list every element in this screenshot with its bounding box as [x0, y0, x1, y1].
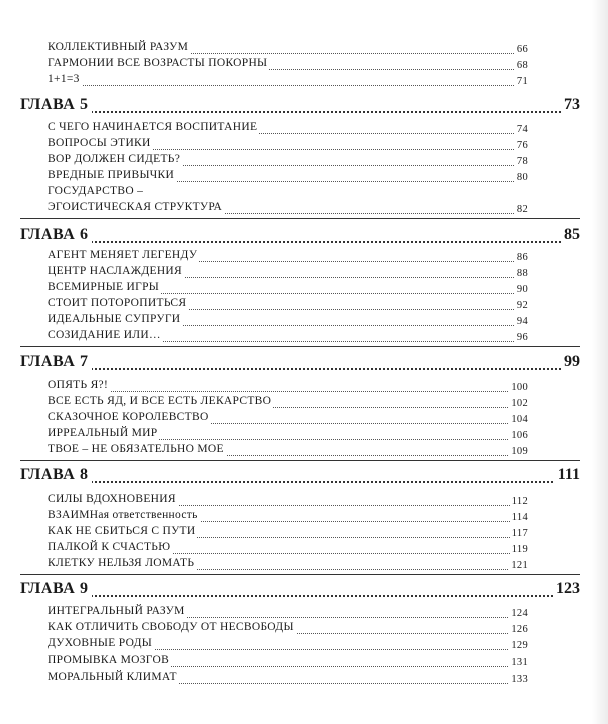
toc-entry-page: 119 — [511, 544, 528, 555]
toc-entry-title: ПРОМЫВКА МОЗГОВ — [48, 654, 170, 666]
toc-entry-title: КОЛЛЕКТИВНЫЙ РАЗУМ — [48, 41, 189, 53]
toc-entry-title: ВРЕДНЫЕ ПРИВЫЧКИ — [48, 169, 175, 181]
chapter-heading[interactable] — [20, 353, 580, 375]
toc-entry-page: 78 — [516, 156, 528, 167]
dot-leader — [20, 241, 580, 243]
toc-entry[interactable] — [48, 312, 528, 328]
chapter-heading[interactable] — [20, 466, 580, 488]
dot-leader — [20, 481, 580, 483]
toc-entry-page: 76 — [516, 140, 528, 151]
toc-entry[interactable] — [48, 296, 528, 312]
toc-entry-title: ИДЕАЛЬНЫЕ СУПРУГИ — [48, 313, 181, 325]
toc-entry-page: 109 — [511, 446, 528, 457]
toc-entry-title: ПАЛКОЙ К СЧАСТЬЮ — [48, 541, 171, 553]
toc-entry-page: 102 — [511, 398, 528, 409]
toc-entry[interactable] — [48, 540, 528, 556]
toc-entry-page: 96 — [516, 332, 528, 343]
toc-entry-title: ТВОЕ – НЕ ОБЯЗАТЕЛЬНО МОЕ — [48, 443, 224, 455]
toc-entry-title: ИРРЕАЛЬНЫЙ МИР — [48, 427, 158, 439]
dot-leader — [20, 595, 580, 597]
toc-entry[interactable] — [48, 152, 528, 168]
toc-entry-line1[interactable] — [48, 184, 514, 200]
toc-entry-page: 133 — [511, 674, 528, 685]
toc-entry[interactable] — [48, 120, 528, 136]
toc-entry-page: 114 — [511, 512, 528, 523]
toc-entry-title: ВОР ДОЛЖЕН СИДЕТЬ? — [48, 153, 181, 165]
chapter-title: ГЛАВА 7 — [20, 353, 92, 371]
toc-entry-page: 126 — [511, 624, 528, 635]
toc-entry-page: 117 — [511, 528, 528, 539]
chapter-heading[interactable] — [20, 96, 580, 118]
toc-entry-title: СИЛЫ ВДОХНОВЕНИЯ — [48, 493, 176, 505]
toc-entry-page: 68 — [516, 60, 528, 71]
toc-entry[interactable] — [48, 136, 528, 152]
toc-entry[interactable] — [48, 426, 528, 442]
toc-entry[interactable] — [48, 40, 528, 56]
toc-entry-title: ОПЯТЬ Я?! — [48, 379, 109, 391]
toc-entry-page: 112 — [511, 496, 528, 507]
toc-entry-title: ГОСУДАРСТВО – — [48, 185, 144, 197]
divider — [20, 218, 580, 219]
chapter-heading[interactable] — [20, 226, 580, 248]
toc-entry-page: 129 — [511, 640, 528, 651]
divider — [20, 574, 580, 575]
toc-entry-title: КАК ОТЛИЧИТЬ СВОБОДУ ОТ НЕСВОБОДЫ — [48, 621, 294, 633]
toc-entry[interactable] — [48, 620, 528, 636]
toc-entry[interactable] — [48, 264, 528, 280]
toc-entry[interactable] — [48, 248, 528, 264]
toc-entry-page: 74 — [516, 124, 528, 135]
toc-entry-title: ВЗАИМНая ответственность — [48, 509, 198, 521]
divider — [20, 460, 580, 461]
toc-entry-title: КАК НЕ СБИТЬСЯ С ПУТИ — [48, 525, 196, 537]
chapter-page: 85 — [561, 226, 580, 244]
toc-entry[interactable] — [48, 670, 528, 686]
toc-entry[interactable] — [48, 492, 528, 508]
chapter-page: 99 — [561, 353, 580, 371]
toc-entry-title: ГАРМОНИИ ВСЕ ВОЗРАСТЫ ПОКОРНЫ — [48, 57, 268, 69]
toc-entry-page: 131 — [511, 657, 528, 668]
toc-entry[interactable] — [48, 378, 528, 394]
toc-entry-title: СКАЗОЧНОЕ КОРОЛЕВСТВО — [48, 411, 209, 423]
chapter-page: 111 — [555, 466, 580, 484]
chapter-title: ГЛАВА 8 — [20, 466, 92, 484]
toc-entry-page: 71 — [516, 76, 528, 87]
toc-entry[interactable] — [48, 394, 528, 410]
toc-entry[interactable] — [48, 653, 528, 669]
chapter-title: ГЛАВА 9 — [20, 580, 92, 598]
toc-entry[interactable] — [48, 280, 528, 296]
toc-entry-title: ИНТЕГРАЛЬНЫЙ РАЗУМ — [48, 605, 185, 617]
toc-entry-title-cont: ЭГОИСТИЧЕСКАЯ СТРУКТУРА — [48, 201, 223, 213]
toc-entry-title: С ЧЕГО НАЧИНАЕТСЯ ВОСПИТАНИЕ — [48, 121, 258, 133]
dot-leader — [48, 85, 514, 86]
toc-entry-page: 124 — [511, 608, 528, 619]
toc-entry-page: 121 — [511, 560, 528, 571]
toc-entry-page: 80 — [516, 172, 528, 183]
toc-entry[interactable] — [48, 556, 528, 572]
toc-entry-title: ВОПРОСЫ ЭТИКИ — [48, 137, 151, 149]
chapter-title: ГЛАВА 6 — [20, 226, 92, 244]
toc-entry-page: 66 — [516, 44, 528, 55]
toc-entry[interactable] — [48, 72, 528, 88]
toc-entry-page: 106 — [511, 430, 528, 441]
chapter-page: 123 — [553, 580, 580, 598]
page-gutter-shadow — [592, 0, 608, 724]
toc-entry-title: СТОИТ ПОТОРОПИТЬСЯ — [48, 297, 187, 309]
toc-entry-title: ВСЕ ЕСТЬ ЯД, И ВСЕ ЕСТЬ ЛЕКАРСТВО — [48, 395, 272, 407]
chapter-heading[interactable] — [20, 580, 580, 602]
toc-entry[interactable] — [48, 410, 528, 426]
toc-entry-page: 92 — [516, 300, 528, 311]
toc-entry[interactable] — [48, 168, 528, 184]
toc-entry-title: ВСЕМИРНЫЕ ИГРЫ — [48, 281, 160, 293]
toc-entry[interactable] — [48, 508, 528, 524]
toc-entry[interactable] — [48, 328, 528, 344]
toc-entry[interactable] — [48, 200, 528, 216]
toc-entry[interactable] — [48, 604, 528, 620]
toc-entry-title: МОРАЛЬНЫЙ КЛИМАТ — [48, 671, 177, 683]
toc-entry[interactable] — [48, 524, 528, 540]
toc-entry-page: 100 — [511, 382, 528, 393]
toc-entry-page: 94 — [516, 316, 528, 327]
toc-entry-title: АГЕНТ МЕНЯЕТ ЛЕГЕНДУ — [48, 249, 198, 261]
toc-entry[interactable] — [48, 442, 528, 458]
divider — [20, 346, 580, 347]
chapter-title: ГЛАВА 5 — [20, 96, 92, 114]
toc-entry-page: 104 — [511, 414, 528, 425]
toc-entry-title: 1+1=3 — [48, 73, 80, 85]
toc-entry-title: ЦЕНТР НАСЛАЖДЕНИЯ — [48, 265, 183, 277]
toc-entry[interactable] — [48, 56, 528, 72]
dot-leader — [48, 391, 514, 392]
toc-entry[interactable] — [48, 636, 528, 652]
dot-leader — [20, 111, 580, 113]
toc-entry-title: ДУХОВНЫЕ РОДЫ — [48, 637, 153, 649]
toc-entry-title: КЛЕТКУ НЕЛЬЗЯ ЛОМАТЬ — [48, 557, 195, 569]
dot-leader — [20, 368, 580, 370]
toc-entry-page: 88 — [516, 268, 528, 279]
toc-entry-page: 86 — [516, 252, 528, 263]
toc-entry-page: 90 — [516, 284, 528, 295]
toc-entry-title: СОЗИДАНИЕ ИЛИ… — [48, 329, 161, 341]
toc-entry-page: 82 — [516, 204, 528, 215]
chapter-page: 73 — [561, 96, 580, 114]
